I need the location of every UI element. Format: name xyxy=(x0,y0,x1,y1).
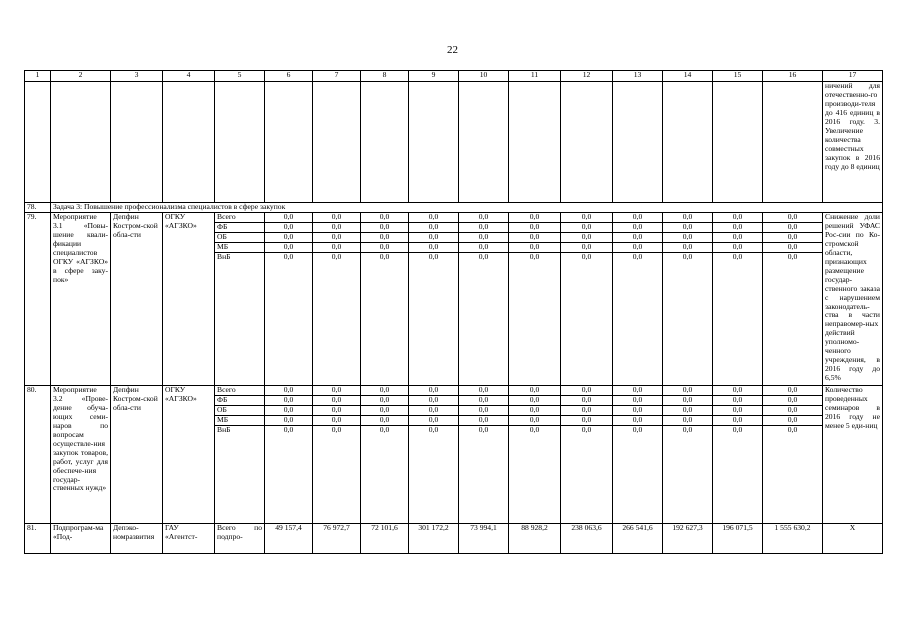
continuation-row xyxy=(25,82,883,203)
value-cell: 0,0 xyxy=(459,396,509,406)
col-header: 4 xyxy=(163,71,215,82)
value-cell: 0,0 xyxy=(663,233,713,243)
funding-source: ФБ xyxy=(215,223,265,233)
value-cell: 0,0 xyxy=(265,386,313,396)
value-cell: 0,0 xyxy=(361,406,409,416)
value-cell: 0,0 xyxy=(713,386,763,396)
co-executor: Депфин Костром-ской обла-сти xyxy=(111,386,163,524)
table-row xyxy=(25,524,883,554)
value-cell: 0,0 xyxy=(713,213,763,223)
value-cell: 0,0 xyxy=(313,406,361,416)
column-number-row xyxy=(25,71,883,82)
value-cell: 0,0 xyxy=(409,223,459,233)
value-cell: 0,0 xyxy=(509,233,561,243)
value-cell: 0,0 xyxy=(663,213,713,223)
expected-result: Количество проведенных семинаров в 2016 году не менее 5 еди-ниц xyxy=(823,386,883,524)
value-cell: 0,0 xyxy=(613,253,663,386)
value-cell: 1 555 630,2 xyxy=(763,524,823,554)
value-cell: 0,0 xyxy=(265,426,313,524)
value-cell: 0,0 xyxy=(561,406,613,416)
value-cell: 0,0 xyxy=(561,426,613,524)
value-cell: 0,0 xyxy=(663,416,713,426)
value-cell: 0,0 xyxy=(509,223,561,233)
col-header: 13 xyxy=(613,71,663,82)
executor: ГАУ «Агентст- xyxy=(163,524,215,554)
value-cell: 0,0 xyxy=(561,416,613,426)
value-cell: 0,0 xyxy=(509,396,561,406)
value-cell: 0,0 xyxy=(763,396,823,406)
value-cell: 0,0 xyxy=(561,396,613,406)
task-row xyxy=(25,203,883,213)
value-cell: 0,0 xyxy=(265,243,313,253)
value-cell: 0,0 xyxy=(459,223,509,233)
value-cell: 0,0 xyxy=(663,396,713,406)
funding-source: ОБ xyxy=(215,233,265,243)
value-cell: 0,0 xyxy=(361,213,409,223)
value-cell: 0,0 xyxy=(713,253,763,386)
value-cell: 0,0 xyxy=(613,426,663,524)
funding-source: Всего xyxy=(215,213,265,223)
value-cell: 0,0 xyxy=(459,386,509,396)
value-cell: 0,0 xyxy=(313,253,361,386)
value-cell: 0,0 xyxy=(663,406,713,416)
value-cell: 0,0 xyxy=(663,223,713,233)
table-row xyxy=(25,213,883,223)
value-cell: 0,0 xyxy=(265,406,313,416)
col-header: 7 xyxy=(313,71,361,82)
value-cell: 0,0 xyxy=(313,223,361,233)
value-cell: 0,0 xyxy=(763,386,823,396)
value-cell: 0,0 xyxy=(663,426,713,524)
value-cell: 0,0 xyxy=(763,223,823,233)
funding-source: ФБ xyxy=(215,396,265,406)
value-cell: 0,0 xyxy=(361,253,409,386)
value-cell: 0,0 xyxy=(265,233,313,243)
value-cell: 0,0 xyxy=(265,223,313,233)
value-cell: 0,0 xyxy=(459,426,509,524)
value-cell: 0,0 xyxy=(613,416,663,426)
measure-name: Подпрограм-ма «Под- xyxy=(51,524,111,554)
value-cell: 76 972,7 xyxy=(313,524,361,554)
value-cell: 0,0 xyxy=(409,253,459,386)
col-header: 15 xyxy=(713,71,763,82)
value-cell: 238 063,6 xyxy=(561,524,613,554)
value-cell: 0,0 xyxy=(265,213,313,223)
value-cell: 0,0 xyxy=(313,243,361,253)
col-header: 10 xyxy=(459,71,509,82)
col-header: 2 xyxy=(51,71,111,82)
col-header: 11 xyxy=(509,71,561,82)
row-number: 79. xyxy=(25,213,51,386)
row-number: 78. xyxy=(25,203,51,213)
page-number: 22 xyxy=(447,44,458,56)
funding-source: ОБ xyxy=(215,406,265,416)
value-cell: 0,0 xyxy=(509,386,561,396)
value-cell: 0,0 xyxy=(361,243,409,253)
value-cell: 0,0 xyxy=(459,243,509,253)
value-cell: 0,0 xyxy=(509,213,561,223)
value-cell: 0,0 xyxy=(561,243,613,253)
funding-source: МБ xyxy=(215,416,265,426)
value-cell: 0,0 xyxy=(763,406,823,416)
value-cell: 0,0 xyxy=(313,416,361,426)
value-cell: 0,0 xyxy=(713,406,763,416)
value-cell: 0,0 xyxy=(613,223,663,233)
value-cell: 0,0 xyxy=(409,406,459,416)
value-cell: 0,0 xyxy=(613,213,663,223)
value-cell: 0,0 xyxy=(763,253,823,386)
value-cell: 0,0 xyxy=(361,426,409,524)
value-cell: 301 172,2 xyxy=(409,524,459,554)
value-cell: 0,0 xyxy=(561,386,613,396)
value-cell: 73 994,1 xyxy=(459,524,509,554)
value-cell: 0,0 xyxy=(459,213,509,223)
value-cell: 0,0 xyxy=(509,253,561,386)
col-header: 16 xyxy=(763,71,823,82)
value-cell: 0,0 xyxy=(613,406,663,416)
value-cell: 49 157,4 xyxy=(265,524,313,554)
value-cell: 0,0 xyxy=(459,253,509,386)
col-header: 1 xyxy=(25,71,51,82)
continuation-result: ничений для отечественно-го производи-теля до 416 единиц в 2016 году. 3. Увеличение количества совместных закупок в 2016 году до 8 единиц xyxy=(823,82,883,203)
row-number: 81. xyxy=(25,524,51,554)
value-cell: 0,0 xyxy=(713,396,763,406)
value-cell: 0,0 xyxy=(613,233,663,243)
value-cell: 0,0 xyxy=(763,416,823,426)
value-cell: 0,0 xyxy=(561,223,613,233)
value-cell: 0,0 xyxy=(663,386,713,396)
value-cell: 0,0 xyxy=(409,416,459,426)
col-header: 14 xyxy=(663,71,713,82)
expected-result: Снижение доли решений УФАС Рос-сии по Ко-стромской области, признающих размещение государ-ственного заказа с нарушением законодатель-ства в части неправомер-ных действий уполномо-ченного учреждения, в 2016 году до 6,5% xyxy=(823,213,883,386)
value-cell: 0,0 xyxy=(361,386,409,396)
value-cell: 0,0 xyxy=(313,426,361,524)
value-cell: 0,0 xyxy=(409,213,459,223)
value-cell: 72 101,6 xyxy=(361,524,409,554)
value-cell: 0,0 xyxy=(409,426,459,524)
funding-source: ВнБ xyxy=(215,253,265,386)
value-cell: 0,0 xyxy=(459,233,509,243)
col-header: 8 xyxy=(361,71,409,82)
value-cell: 0,0 xyxy=(663,253,713,386)
value-cell: 0,0 xyxy=(561,253,613,386)
value-cell: 0,0 xyxy=(409,243,459,253)
value-cell: 0,0 xyxy=(561,233,613,243)
col-header: 5 xyxy=(215,71,265,82)
value-cell: 266 541,6 xyxy=(613,524,663,554)
funding-source: Всего xyxy=(215,386,265,396)
funding-source: Всего по подпро- xyxy=(215,524,265,554)
value-cell: 0,0 xyxy=(361,396,409,406)
value-cell: 0,0 xyxy=(613,243,663,253)
value-cell: 0,0 xyxy=(713,233,763,243)
value-cell: 0,0 xyxy=(509,416,561,426)
value-cell: 0,0 xyxy=(713,426,763,524)
program-table xyxy=(24,70,883,554)
value-cell: 0,0 xyxy=(265,253,313,386)
value-cell: 0,0 xyxy=(763,426,823,524)
executor: ОГКУ «АГЗКО» xyxy=(163,386,215,524)
col-header: 6 xyxy=(265,71,313,82)
value-cell: 0,0 xyxy=(561,213,613,223)
funding-source: ВнБ xyxy=(215,426,265,524)
co-executor: Депэко-номразвития xyxy=(111,524,163,554)
value-cell: 0,0 xyxy=(409,233,459,243)
co-executor: Депфин Костром-ской обла-сти xyxy=(111,213,163,386)
value-cell: 0,0 xyxy=(509,243,561,253)
value-cell: 0,0 xyxy=(763,233,823,243)
value-cell: 0,0 xyxy=(361,416,409,426)
col-header: 17 xyxy=(823,71,883,82)
col-header: 9 xyxy=(409,71,459,82)
value-cell: 196 071,5 xyxy=(713,524,763,554)
value-cell: 0,0 xyxy=(459,416,509,426)
measure-name: Мероприятие 3.1 «Повы-шение квали-фикации специалистов ОГКУ «АГЗКО» в сфере заку-пок» xyxy=(51,213,111,386)
value-cell: 0,0 xyxy=(361,233,409,243)
value-cell: 0,0 xyxy=(313,386,361,396)
executor: ОГКУ «АГЗКО» xyxy=(163,213,215,386)
value-cell: 0,0 xyxy=(509,426,561,524)
value-cell: 0,0 xyxy=(713,416,763,426)
value-cell: 0,0 xyxy=(713,243,763,253)
table-row xyxy=(25,386,883,396)
value-cell: 0,0 xyxy=(763,213,823,223)
value-cell: 0,0 xyxy=(265,416,313,426)
value-cell: 0,0 xyxy=(409,386,459,396)
value-cell: 0,0 xyxy=(613,386,663,396)
value-cell: 0,0 xyxy=(613,396,663,406)
value-cell: 0,0 xyxy=(313,213,361,223)
value-cell: 0,0 xyxy=(409,396,459,406)
value-cell: 0,0 xyxy=(509,406,561,416)
value-cell: 0,0 xyxy=(663,243,713,253)
value-cell: 0,0 xyxy=(361,223,409,233)
value-cell: 0,0 xyxy=(763,243,823,253)
funding-source: МБ xyxy=(215,243,265,253)
value-cell: 0,0 xyxy=(313,396,361,406)
value-cell: 88 928,2 xyxy=(509,524,561,554)
value-cell: 0,0 xyxy=(713,223,763,233)
value-cell: 0,0 xyxy=(459,406,509,416)
row-number: 80. xyxy=(25,386,51,524)
col-header: 12 xyxy=(561,71,613,82)
result-x: Х xyxy=(823,524,883,554)
value-cell: 192 627,3 xyxy=(663,524,713,554)
measure-name: Мероприятие 3.2 «Прове-дение обуча-ющих семи-наров по вопросам осуществле-ния закупок товаров, работ, услуг для обеспече-ния государ-ственных нужд» xyxy=(51,386,111,524)
task-title: Задача 3: Повышение профессионализма специалистов в сфере закупок xyxy=(51,203,883,213)
col-header: 3 xyxy=(111,71,163,82)
value-cell: 0,0 xyxy=(313,233,361,243)
value-cell: 0,0 xyxy=(265,396,313,406)
